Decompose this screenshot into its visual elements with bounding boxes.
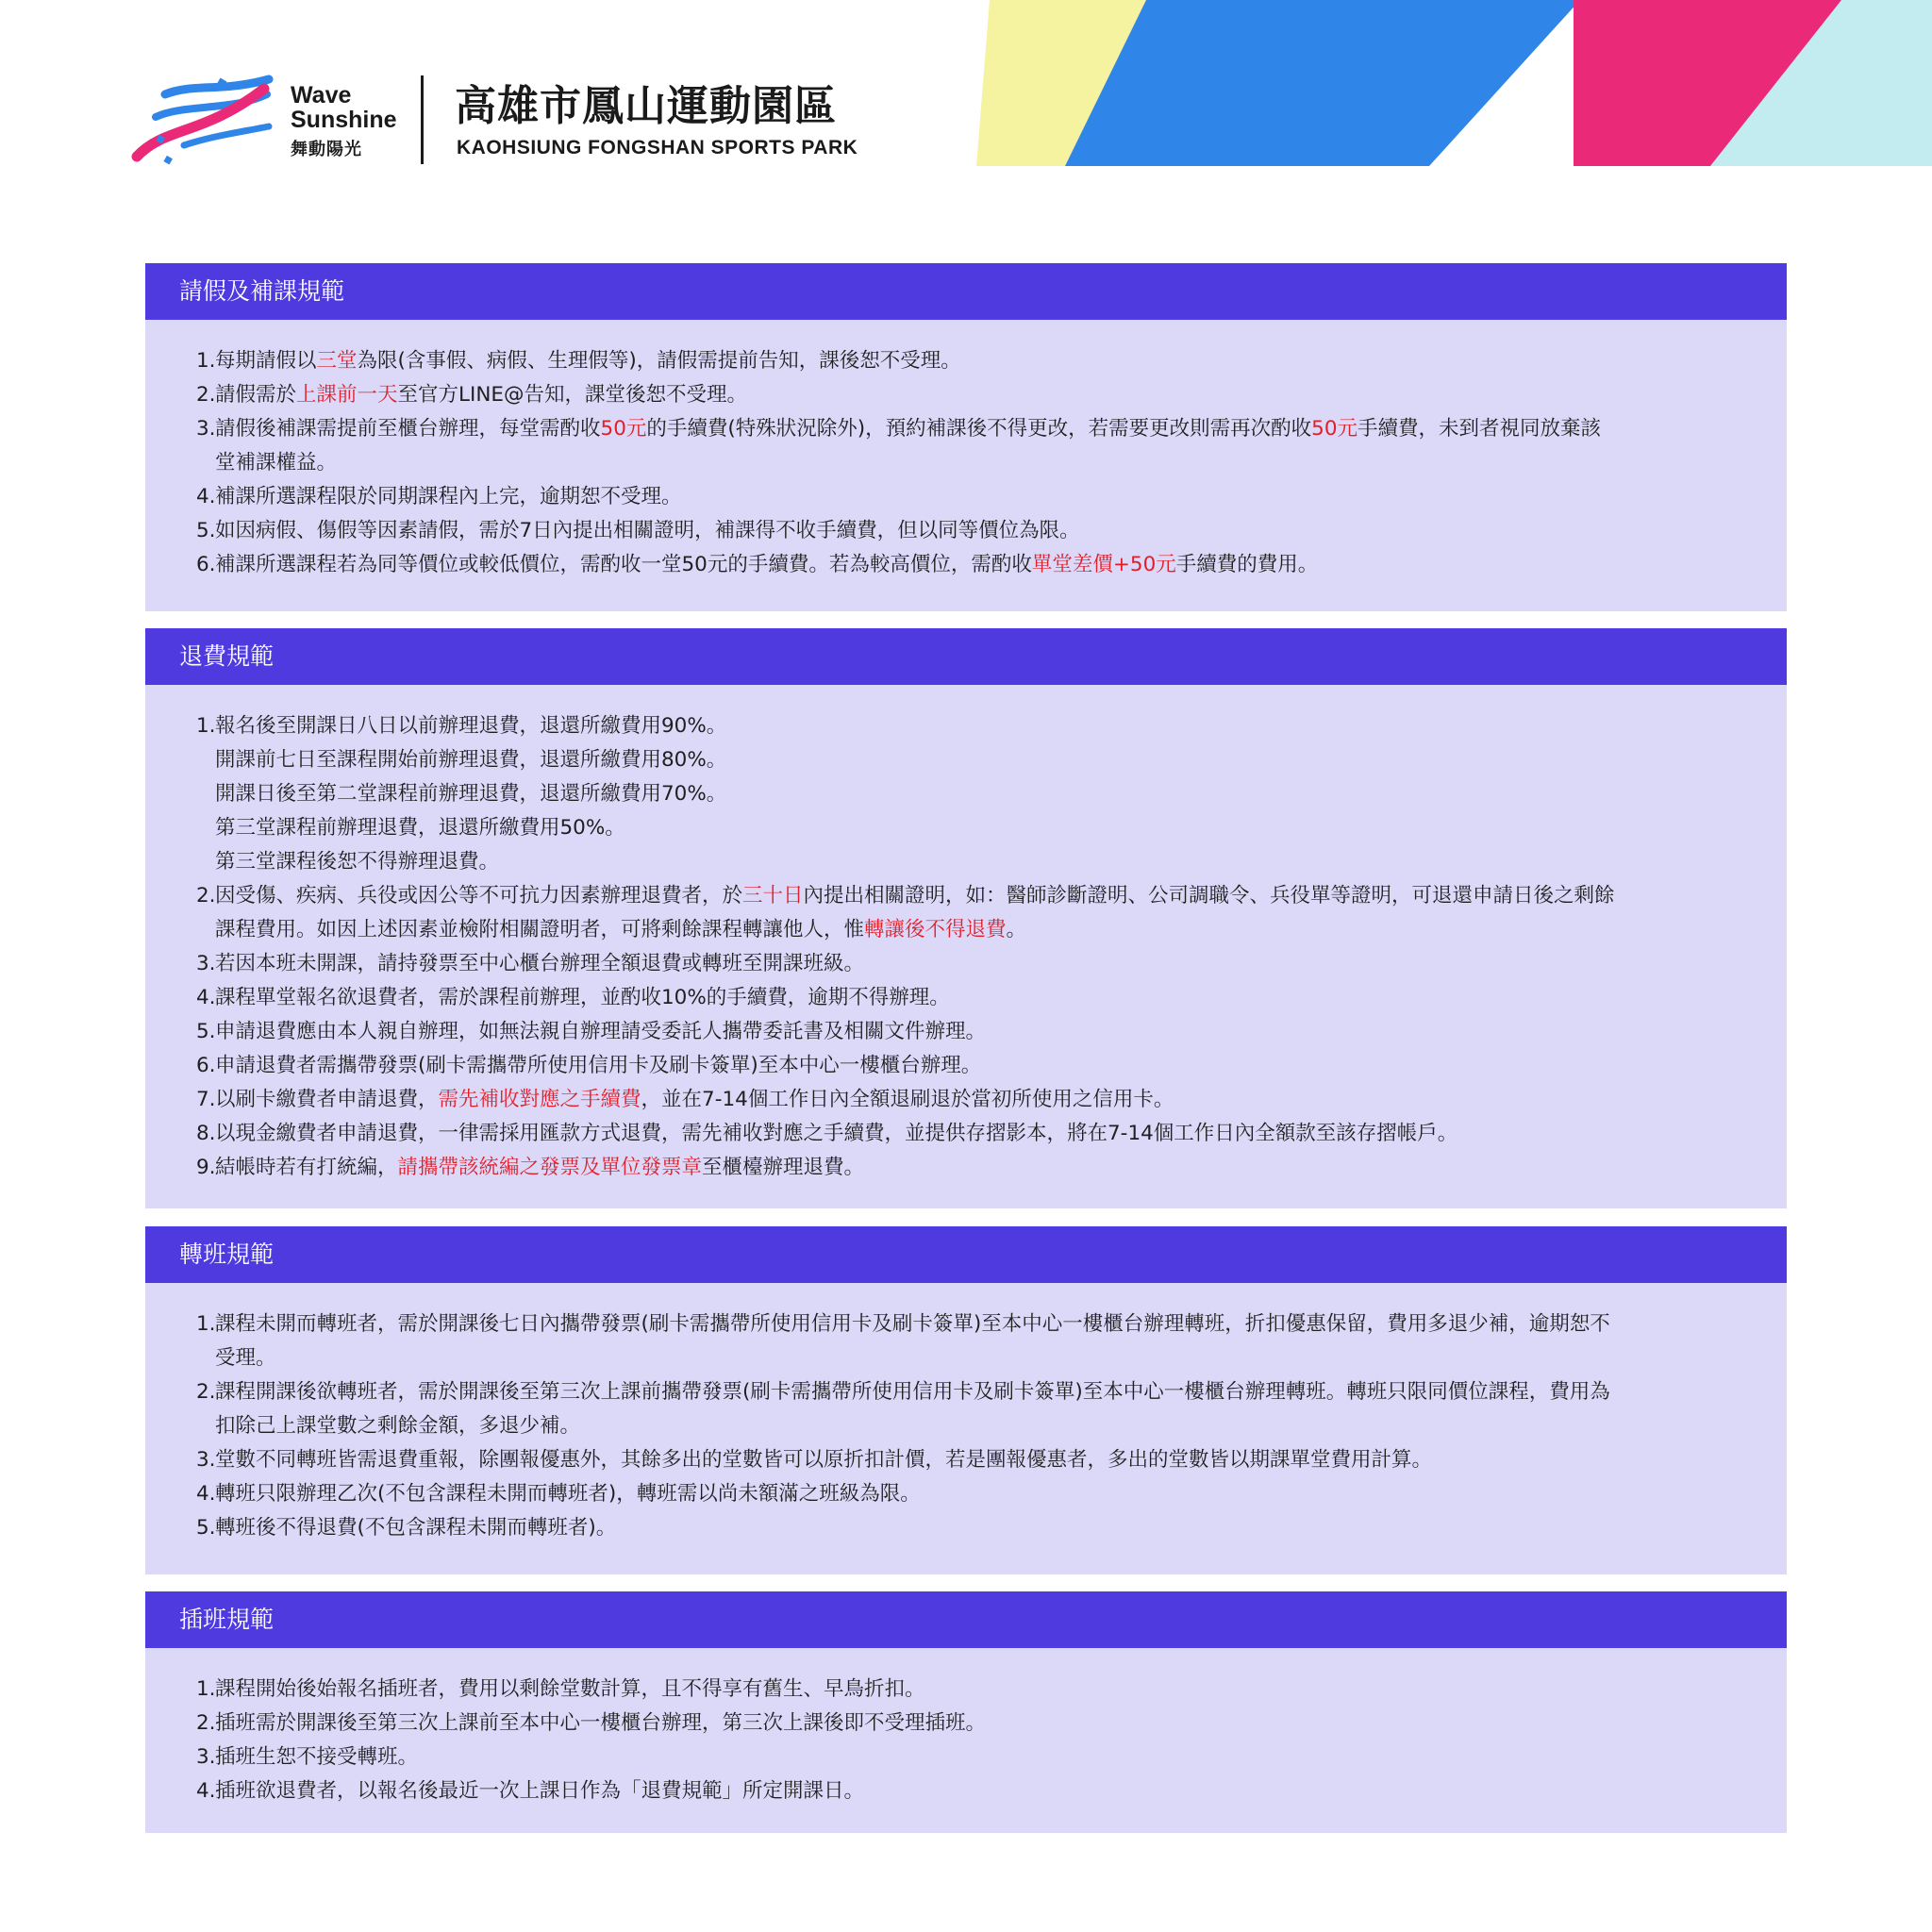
rule-number: 6. (196, 1054, 216, 1077)
rule-item (196, 1707, 1740, 1740)
rule-text: 補課所選課程限於同期課程內上完，逾期恕不受理。 (215, 485, 682, 508)
rule-item (196, 1151, 1740, 1185)
rule-number: 3. (196, 1448, 216, 1472)
rule-item (196, 1083, 1740, 1117)
rule-text: 手續費的費用。 (1175, 553, 1319, 576)
rule-item (196, 879, 1740, 913)
rule-item (196, 845, 1740, 879)
highlighted-text: 單堂差價+50元 (1031, 553, 1176, 576)
highlighted-text: 50元 (600, 417, 647, 441)
rule-text: 若因本班未開課，請持發票至中心櫃台辦理全額退費或轉班至開課班級。 (215, 952, 865, 975)
rule-number: 4. (196, 986, 216, 1009)
rule-text: 插班欲退費者，以報名後最近一次上課日作為「退費規範」所定開課日。 (215, 1779, 865, 1803)
rule-number: 2. (196, 884, 216, 908)
rule-item (196, 1477, 1740, 1511)
rule-number: 7. (196, 1088, 216, 1111)
rule-item (196, 1409, 1740, 1443)
rule-number: 2. (196, 1711, 216, 1735)
rule-item (196, 709, 1740, 743)
rule-text: 課程開課後欲轉班者，需於開課後至第三次上課前攜帶發票(刷卡需攜帶所使用信用卡及刷卡簽單)至本中心一樓櫃台辦理轉班。轉班只限同價位課程，費用為 (215, 1380, 1610, 1404)
rule-number: 1. (196, 1312, 216, 1336)
rule-item (196, 811, 1740, 845)
rule-text: 每期請假以 (215, 349, 317, 373)
rule-text: 插班生恕不接受轉班。 (215, 1745, 419, 1769)
park-title-zh: 高雄市鳳山運動園區 (455, 82, 837, 130)
rule-text: 以刷卡繳費者申請退費， (215, 1088, 439, 1111)
rule-item (196, 1673, 1740, 1707)
rule-number: 3. (196, 417, 216, 441)
rule-text: 手續費，未到者視同放棄該 (1357, 417, 1602, 441)
rule-text: 堂數不同轉班皆需退費重報，除團報優惠外，其餘多出的堂數皆可以原折扣計價，若是團報優惠者，多出的堂數皆以期課單堂費用計算。 (215, 1448, 1433, 1472)
highlighted-text: 上課前一天 (296, 383, 398, 407)
rule-text: 內提出相關證明，如：醫師診斷證明、公司調職令、兵役單等證明，可退還申請日後之剩餘 (803, 884, 1615, 908)
rule-number: 5. (196, 1516, 216, 1540)
rule-text: 至櫃檯辦理退費。 (702, 1156, 865, 1179)
rule-text: 轉班後不得退費(不包含課程未開而轉班者)。 (215, 1516, 617, 1540)
rule-item (196, 480, 1740, 514)
rule-item (196, 1341, 1740, 1375)
header-divider (421, 75, 424, 164)
rule-item (196, 743, 1740, 777)
rule-text: 扣除己上課堂數之剩餘金額，多退少補。 (215, 1414, 581, 1438)
rule-item (196, 1307, 1740, 1341)
rule-text: 以現金繳費者申請退費，一律需採用匯款方式退費，需先補收對應之手續費，並提供存摺影本，將在7-14個工作日內全額款至該存摺帳戶。 (215, 1122, 1458, 1145)
rule-number: 2. (196, 383, 216, 407)
rule-item (196, 446, 1740, 480)
rule-number: 1. (196, 1677, 216, 1701)
section-body (145, 1283, 1787, 1574)
rule-number: 2. (196, 1380, 216, 1404)
rule-item (196, 1740, 1740, 1774)
rule-text: 開課日後至第二堂課程前辦理退費，退還所繳費用70%。 (215, 782, 727, 806)
rule-text: 因受傷、疾病、兵役或因公等不可抗力因素辦理退費者，於 (215, 884, 743, 908)
rule-text: 第三堂課程後恕不得辦理退費。 (215, 850, 500, 874)
rule-item (196, 1774, 1740, 1808)
rule-text: 課程單堂報名欲退費者，需於課程前辦理，並酌收10%的手續費，逾期不得辦理。 (215, 986, 950, 1009)
brand-name-zh: 舞動陽光 (291, 140, 362, 159)
rule-number: 4. (196, 485, 216, 508)
rule-number: 9. (196, 1156, 216, 1179)
rule-item (196, 548, 1740, 582)
rule-text: 的手續費(特殊狀況除外)，預約補課後不得更改，若需要更改則需再次酌收 (646, 417, 1312, 441)
section-title: 轉班規範 (145, 1226, 1787, 1283)
highlighted-text: 請攜帶該統編之發票及單位發票章 (397, 1156, 703, 1179)
highlighted-text: 三十日 (742, 884, 804, 908)
rule-text: 第三堂課程前辦理退費，退還所繳費用50%。 (215, 816, 625, 840)
rule-text: 課程開始後始報名插班者，費用以剩餘堂數計算，且不得享有舊生、早鳥折扣。 (215, 1677, 925, 1701)
rule-item (196, 378, 1740, 412)
rule-item (196, 1443, 1740, 1477)
rule-item (196, 913, 1740, 947)
refund-rules-section (145, 628, 1787, 1208)
decorative-banner (976, 0, 1932, 166)
rule-number: 4. (196, 1482, 216, 1506)
rule-item (196, 412, 1740, 446)
section-title: 插班規範 (145, 1591, 1787, 1648)
rule-text: 申請退費應由本人親自辦理，如無法親自辦理請受委託人攜帶委託書及相關文件辦理。 (215, 1020, 987, 1043)
section-body (145, 685, 1787, 1208)
rule-text: ，並在7-14個工作日內全額退刷退於當初所使用之信用卡。 (641, 1088, 1174, 1111)
section-title: 請假及補課規範 (145, 263, 1787, 320)
rule-number: 3. (196, 952, 216, 975)
rule-item (196, 981, 1740, 1015)
rule-text: 至官方LINE@告知，課堂後恕不受理。 (397, 383, 748, 407)
rule-text: 如因病假、傷假等因素請假，需於7日內提出相關證明，補課得不收手續費，但以同等價位為限。 (215, 519, 1080, 542)
rule-number: 5. (196, 519, 216, 542)
rule-text: 課程未開而轉班者，需於開課後七日內攜帶發票(刷卡需攜帶所使用信用卡及刷卡簽單)至本中心一樓櫃台辦理轉班，折扣優惠保留，費用多退少補，逾期恕不 (215, 1312, 1610, 1336)
rule-number: 5. (196, 1020, 216, 1043)
rule-number: 4. (196, 1779, 216, 1803)
section-body (145, 320, 1787, 611)
rule-text: 結帳時若有打統編， (215, 1156, 398, 1179)
rule-number: 6. (196, 553, 216, 576)
rule-text: 申請退費者需攜帶發票(刷卡需攜帶所使用信用卡及刷卡簽單)至本中心一樓櫃台辦理。 (215, 1054, 982, 1077)
rule-text: 。 (1006, 918, 1027, 941)
late-join-rules-section (145, 1591, 1787, 1833)
highlighted-text: 需先補收對應之手續費 (438, 1088, 641, 1111)
rule-number: 3. (196, 1745, 216, 1769)
highlighted-text: 三堂 (316, 349, 358, 373)
rule-text: 轉班只限辦理乙次(不包含課程未開而轉班者)，轉班需以尚未額滿之班級為限。 (215, 1482, 921, 1506)
rule-text: 開課前七日至課程開始前辦理退費，退還所繳費用80%。 (215, 748, 727, 772)
park-title-en: KAOHSIUNG FONGSHAN SPORTS PARK (457, 137, 858, 158)
rule-item (196, 1511, 1740, 1545)
rule-text: 堂補課權益。 (215, 451, 338, 475)
rule-text: 請假需於 (215, 383, 297, 407)
rule-item (196, 1015, 1740, 1049)
rule-item (196, 514, 1740, 548)
rule-text: 課程費用。如因上述因素並檢附相關證明者，可將剩餘課程轉讓他人，惟 (215, 918, 865, 941)
brand-name-en (291, 83, 397, 132)
rule-item (196, 947, 1740, 981)
wave-sunshine-logo-icon (127, 70, 278, 170)
rule-text: 插班需於開課後至第三次上課前至本中心一樓櫃台辦理，第三次上課後即不受理插班。 (215, 1711, 987, 1735)
rule-text: 受理。 (215, 1346, 276, 1370)
rule-item (196, 1375, 1740, 1409)
page-header (0, 0, 1932, 170)
rule-item (196, 344, 1740, 378)
highlighted-text: 50元 (1311, 417, 1358, 441)
rule-item (196, 1049, 1740, 1083)
brand-name-line1: Wave (291, 82, 352, 108)
rule-number: 1. (196, 349, 216, 373)
banner-blue-shape (1065, 0, 1580, 166)
rule-text: 為限(含事假、病假、生理假等)，請假需提前告知，課後恕不受理。 (357, 349, 961, 373)
brand-name-line2: Sunshine (291, 107, 397, 133)
highlighted-text: 轉讓後不得退費 (864, 918, 1007, 941)
section-title: 退費規範 (145, 628, 1787, 685)
class-transfer-rules-section (145, 1226, 1787, 1574)
leave-makeup-rules-section (145, 263, 1787, 611)
section-body (145, 1648, 1787, 1833)
rule-item (196, 777, 1740, 811)
rule-text: 請假後補課需提前至櫃台辦理，每堂需酌收 (215, 417, 601, 441)
rule-text: 補課所選課程若為同等價位或較低價位，需酌收一堂50元的手續費。若為較高價位，需酌收 (215, 553, 1032, 576)
rule-number: 8. (196, 1122, 216, 1145)
rule-number: 1. (196, 714, 216, 738)
rule-item (196, 1117, 1740, 1151)
rule-text: 報名後至開課日八日以前辦理退費，退還所繳費用90%。 (215, 714, 727, 738)
